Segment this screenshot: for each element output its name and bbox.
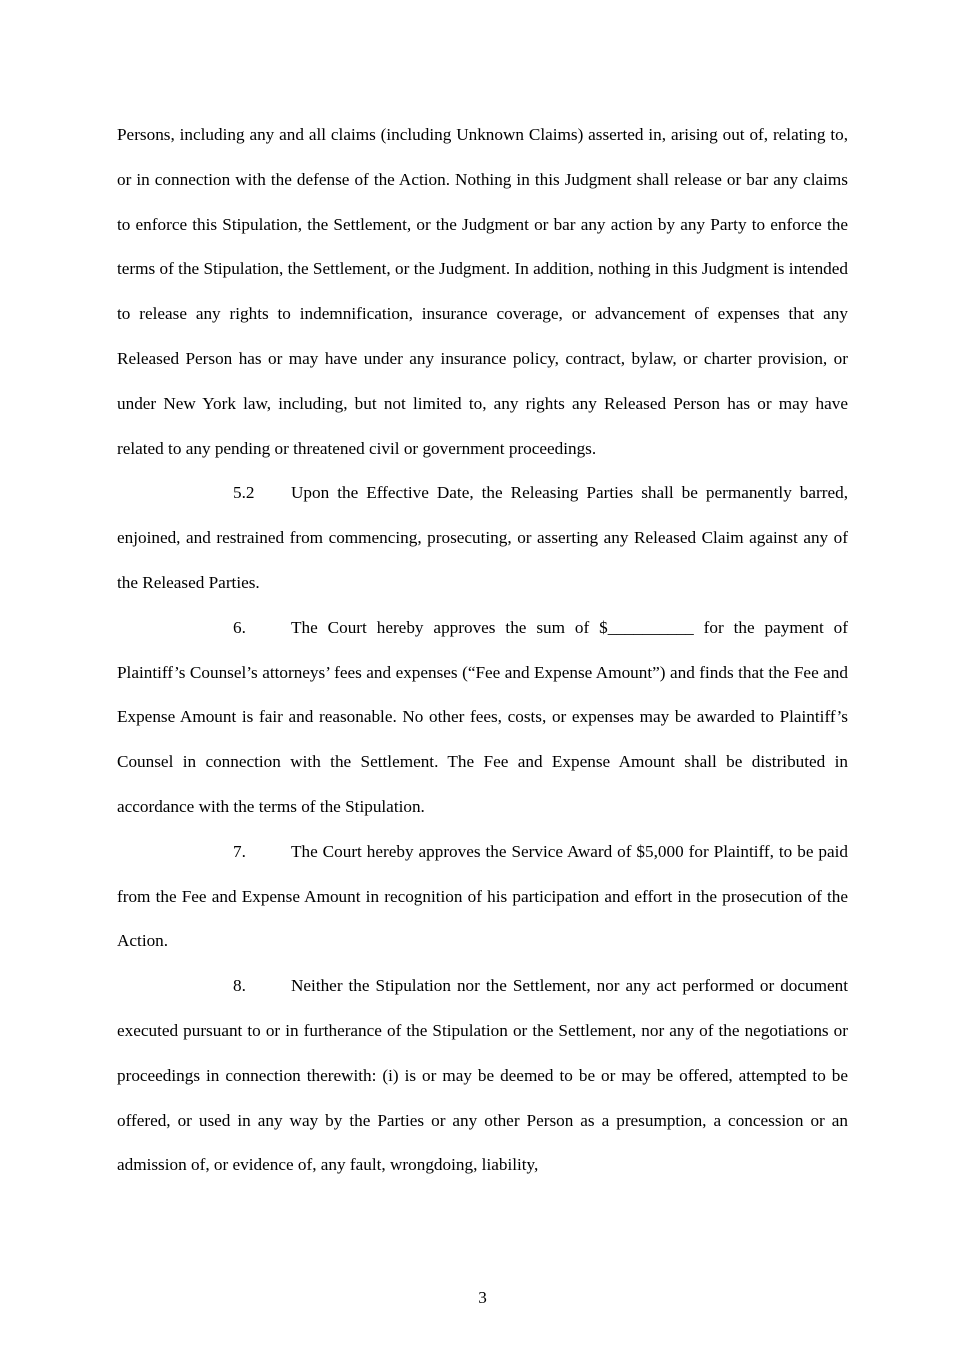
paragraph-text: The Court hereby approves the Service Award of $5,000 for Plaintiff, to be paid from the Fee and Expense Amount in recognition of his participation and effort in the prosecution of the Action. <box>117 841 848 951</box>
paragraph-6 <box>117 606 848 830</box>
paragraph-7 <box>117 830 848 964</box>
paragraph-text: Neither the Stipulation nor the Settlement, nor any act performed or document executed pursuant to or in furtherance of the Stipulation or the Settlement, nor any of the negotiations or proceedings in connection therewith: (i) is or may be deemed to be or may be offered, attempted to be offered, or used in any way by the Parties or any other Person as a presumption, a concession or an admission of, or evidence of, any fault, wrongdoing, liability, <box>117 976 848 1175</box>
section-number: 6. <box>233 617 246 637</box>
paragraph-8 <box>117 964 848 1188</box>
section-number: 8. <box>233 976 246 996</box>
paragraph-text: Upon the Effective Date, the Releasing Parties shall be permanently barred, enjoined, and restrained from commencing, prosecuting, or asserting any Released Claim against any of the Released Parties. <box>117 483 848 592</box>
section-number: 5.2 <box>233 483 255 503</box>
paragraph-5-2 <box>117 471 848 605</box>
page-number: 3 <box>478 1288 487 1307</box>
paragraph-text: The Court hereby approves the sum of $__________ for the payment of Plaintiff’s Counsel’s attorneys’ fees and expenses (“Fee and Expense Amount”) and finds that the Fee and Expense Amount is fair and reasonable. No other fees, costs, or expenses may be awarded to Plaintiff’s Counsel in connection with the Settlement. The Fee and Expense Amount shall be distributed in accordance with the terms of the Stipulation. <box>117 617 848 816</box>
document-body <box>117 113 848 1188</box>
paragraph-text: Persons, including any and all claims (including Unknown Claims) asserted in, arising out of, relating to, or in connection with the defense of the Action. Nothing in this Judgment shall release or bar any claims to enforce this Stipulation, the Settlement, or the Judgment or bar any action by any Party to enforce the terms of the Stipulation, the Settlement, or the Judgment. In addition, nothing in this Judgment is intended to release any rights to indemnification, insurance coverage, or advancement of expenses that any Released Person has or may have under any insurance policy, contract, bylaw, or charter provision, or under New York law, including, but not limited to, any rights any Released Person has or may have related to any pending or threatened civil or government proceedings. <box>117 125 848 458</box>
section-number: 7. <box>233 841 246 861</box>
paragraph-continuation <box>117 113 848 471</box>
